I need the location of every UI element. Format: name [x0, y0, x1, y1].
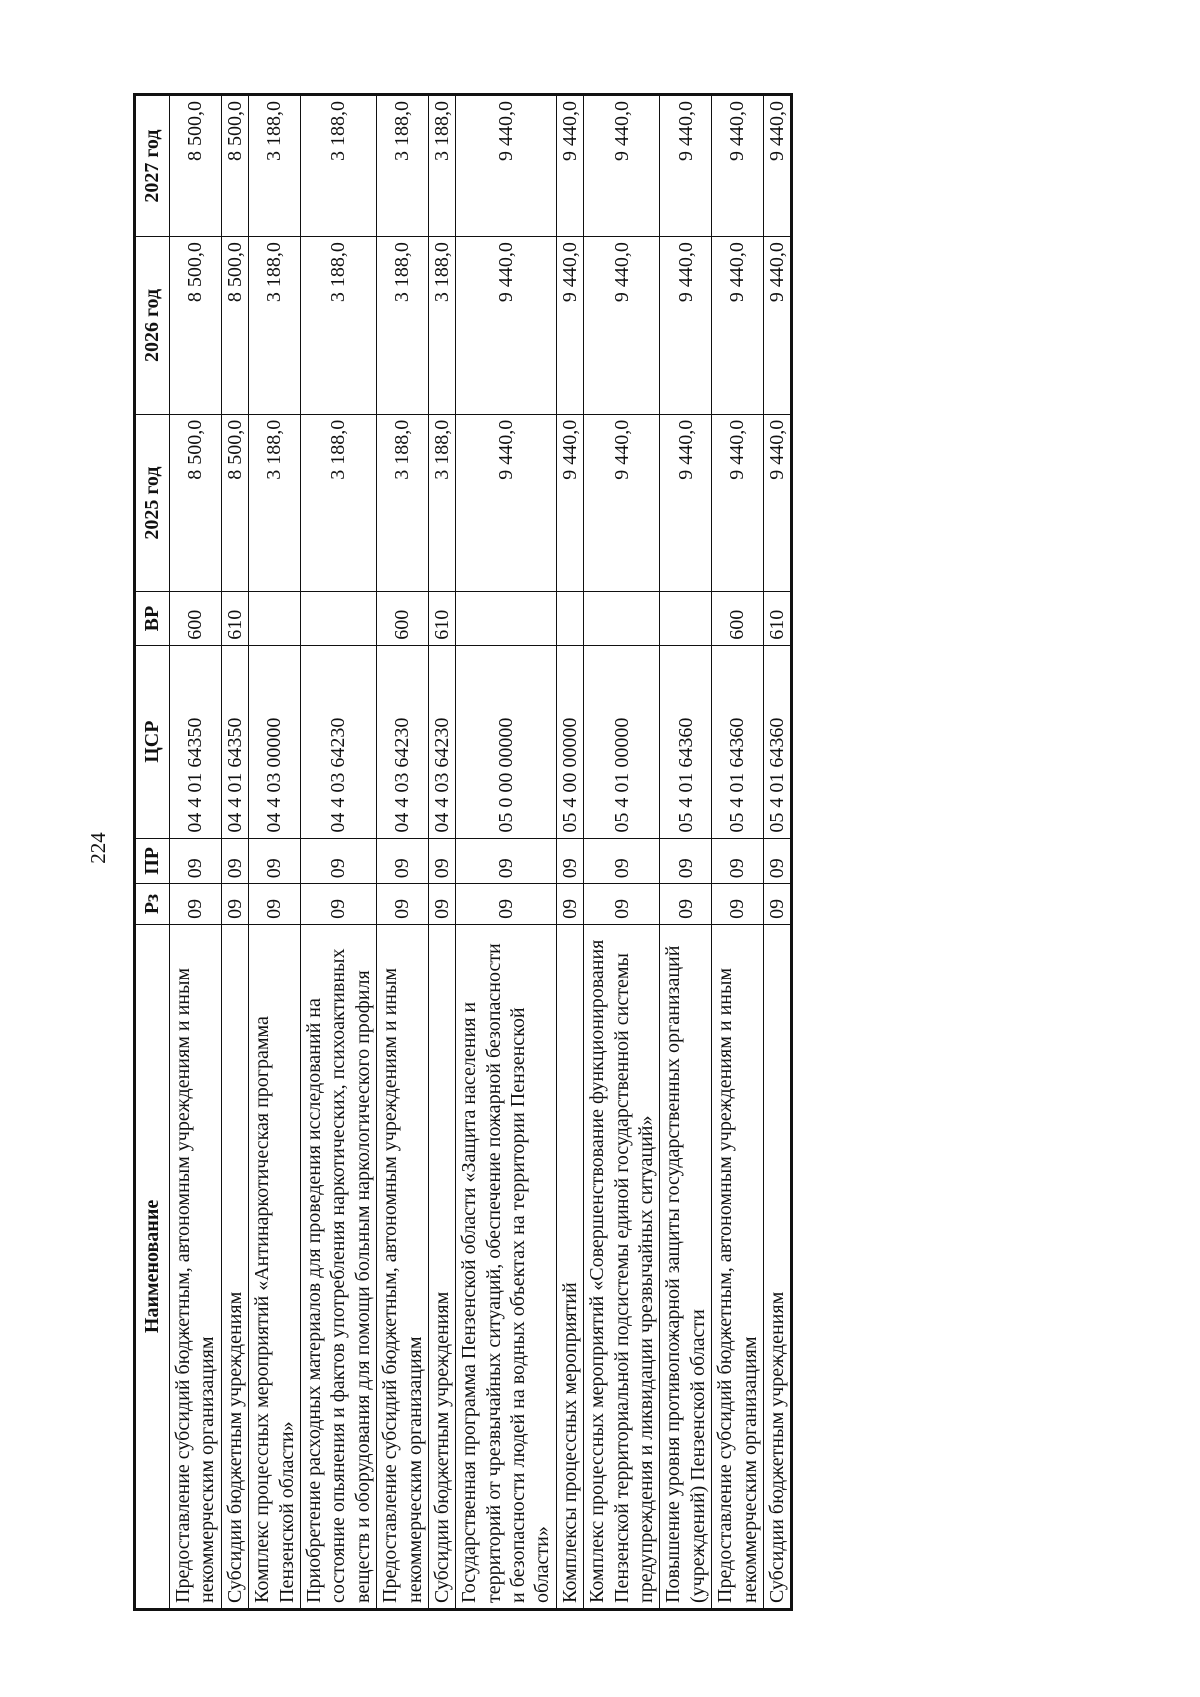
table-row [660, 95, 712, 1610]
cell-vr [556, 592, 583, 645]
cell-vr [456, 592, 557, 645]
cell-csr: 04 4 03 64230 [428, 645, 455, 838]
cell-vr: 600 [377, 592, 429, 645]
cell-2027: 9 440,0 [584, 95, 660, 237]
cell-2025: 9 440,0 [584, 414, 660, 592]
header-row [135, 95, 170, 1610]
table-row [456, 95, 557, 1610]
cell-rz: 09 [428, 884, 455, 925]
cell-2026: 3 188,0 [249, 237, 301, 415]
cell-2025: 9 440,0 [556, 414, 583, 592]
header-name: Наименование [135, 924, 170, 1609]
cell-pr: 09 [763, 838, 791, 884]
cell-rz: 09 [584, 884, 660, 925]
cell-2027: 9 440,0 [763, 95, 791, 237]
cell-2027: 3 188,0 [377, 95, 429, 237]
table-row [249, 95, 301, 1610]
header-2026: 2026 год [135, 237, 170, 415]
cell-name: Предоставление субсидий бюджетным, автономным учреждениям и иным некоммерческим организациям [377, 924, 429, 1609]
cell-vr: 610 [763, 592, 791, 645]
cell-2027: 9 440,0 [456, 95, 557, 237]
cell-name: Предоставление субсидий бюджетным, автономным учреждениям и иным некоммерческим организациям [170, 924, 222, 1609]
table-row [712, 95, 764, 1610]
cell-2026: 9 440,0 [660, 237, 712, 415]
cell-2026: 3 188,0 [428, 237, 455, 415]
cell-csr: 04 4 03 64230 [300, 645, 376, 838]
cell-csr: 04 4 03 64230 [377, 645, 429, 838]
table-row [221, 95, 248, 1610]
cell-rz: 09 [456, 884, 557, 925]
cell-csr: 05 4 01 64360 [660, 645, 712, 838]
page-number: 224 [86, 832, 110, 864]
header-2025: 2025 год [135, 414, 170, 592]
cell-pr: 09 [584, 838, 660, 884]
cell-2026: 9 440,0 [584, 237, 660, 415]
cell-name: Приобретение расходных материалов для проведения исследований на состояние опьянения и фактов употребления наркотических, психоактивных веществ и оборудования для помощи больным наркологического профиля [300, 924, 376, 1609]
table-row [170, 95, 222, 1610]
cell-pr: 09 [221, 838, 248, 884]
table-row [300, 95, 376, 1610]
cell-name: Субсидии бюджетным учреждениям [221, 924, 248, 1609]
header-rz: Рз [135, 884, 170, 925]
cell-2025: 8 500,0 [170, 414, 222, 592]
cell-pr: 09 [170, 838, 222, 884]
cell-csr: 04 4 03 00000 [249, 645, 301, 838]
table-row [377, 95, 429, 1610]
cell-2027: 8 500,0 [221, 95, 248, 237]
cell-vr [584, 592, 660, 645]
cell-2025: 9 440,0 [456, 414, 557, 592]
cell-2025: 9 440,0 [660, 414, 712, 592]
cell-2027: 3 188,0 [249, 95, 301, 237]
cell-2026: 8 500,0 [170, 237, 222, 415]
cell-csr: 05 4 00 00000 [556, 645, 583, 838]
header-csr: ЦСР [135, 645, 170, 838]
budget-table-container [133, 93, 915, 1611]
cell-pr: 09 [300, 838, 376, 884]
cell-2027: 3 188,0 [300, 95, 376, 237]
budget-table [133, 93, 793, 1611]
cell-2025: 3 188,0 [377, 414, 429, 592]
cell-pr: 09 [712, 838, 764, 884]
cell-2026: 9 440,0 [763, 237, 791, 415]
cell-pr: 09 [377, 838, 429, 884]
cell-name: Комплекс процессных мероприятий «Антинаркотическая программа Пензенской области» [249, 924, 301, 1609]
cell-name: Предоставление субсидий бюджетным, автономным учреждениям и иным некоммерческим организациям [712, 924, 764, 1609]
cell-2025: 3 188,0 [249, 414, 301, 592]
cell-rz: 09 [249, 884, 301, 925]
cell-rz: 09 [763, 884, 791, 925]
cell-vr [660, 592, 712, 645]
cell-vr [300, 592, 376, 645]
cell-pr: 09 [428, 838, 455, 884]
cell-2025: 9 440,0 [763, 414, 791, 592]
cell-rz: 09 [712, 884, 764, 925]
table-row [763, 95, 791, 1610]
cell-csr: 05 4 01 00000 [584, 645, 660, 838]
cell-pr: 09 [456, 838, 557, 884]
cell-rz: 09 [556, 884, 583, 925]
cell-2026: 9 440,0 [556, 237, 583, 415]
cell-csr: 04 4 01 64350 [221, 645, 248, 838]
cell-csr: 05 0 00 00000 [456, 645, 557, 838]
cell-2025: 8 500,0 [221, 414, 248, 592]
cell-rz: 09 [377, 884, 429, 925]
cell-vr: 600 [712, 592, 764, 645]
cell-2025: 3 188,0 [428, 414, 455, 592]
cell-csr: 05 4 01 64360 [763, 645, 791, 838]
header-2027: 2027 год [135, 95, 170, 237]
cell-2026: 3 188,0 [300, 237, 376, 415]
table-row [584, 95, 660, 1610]
cell-2026: 3 188,0 [377, 237, 429, 415]
cell-2027: 9 440,0 [660, 95, 712, 237]
cell-2026: 9 440,0 [712, 237, 764, 415]
cell-rz: 09 [660, 884, 712, 925]
header-pr: ПР [135, 838, 170, 884]
cell-vr: 600 [170, 592, 222, 645]
cell-2027: 8 500,0 [170, 95, 222, 237]
cell-vr: 610 [428, 592, 455, 645]
cell-vr [249, 592, 301, 645]
cell-rz: 09 [221, 884, 248, 925]
cell-pr: 09 [556, 838, 583, 884]
cell-2025: 9 440,0 [712, 414, 764, 592]
cell-name: Комплексы процессных мероприятий [556, 924, 583, 1609]
cell-csr: 04 4 01 64350 [170, 645, 222, 838]
cell-2027: 3 188,0 [428, 95, 455, 237]
cell-2026: 9 440,0 [456, 237, 557, 415]
cell-name: Комплекс процессных мероприятий «Совершенствование функционирования Пензенской территориальной подсистемы единой государственной системы предупреждения и ликвидации чрезвычайных ситуаций» [584, 924, 660, 1609]
cell-name: Государственная программа Пензенской области «Защита населения и территорий от чрезвычайных ситуаций, обеспечение пожарной безопасности и безопасности людей на водных объектах на территории Пензенской области» [456, 924, 557, 1609]
cell-name: Субсидии бюджетным учреждениям [763, 924, 791, 1609]
cell-2025: 3 188,0 [300, 414, 376, 592]
cell-rz: 09 [300, 884, 376, 925]
cell-name: Субсидии бюджетным учреждениям [428, 924, 455, 1609]
cell-2027: 9 440,0 [712, 95, 764, 237]
cell-name: Повышение уровня противопожарной защиты государственных организаций (учреждений) Пензенской области [660, 924, 712, 1609]
header-vr: ВР [135, 592, 170, 645]
cell-pr: 09 [249, 838, 301, 884]
table-row [556, 95, 583, 1610]
cell-pr: 09 [660, 838, 712, 884]
cell-csr: 05 4 01 64360 [712, 645, 764, 838]
cell-vr: 610 [221, 592, 248, 645]
cell-2027: 9 440,0 [556, 95, 583, 237]
cell-rz: 09 [170, 884, 222, 925]
table-row [428, 95, 455, 1610]
cell-2026: 8 500,0 [221, 237, 248, 415]
